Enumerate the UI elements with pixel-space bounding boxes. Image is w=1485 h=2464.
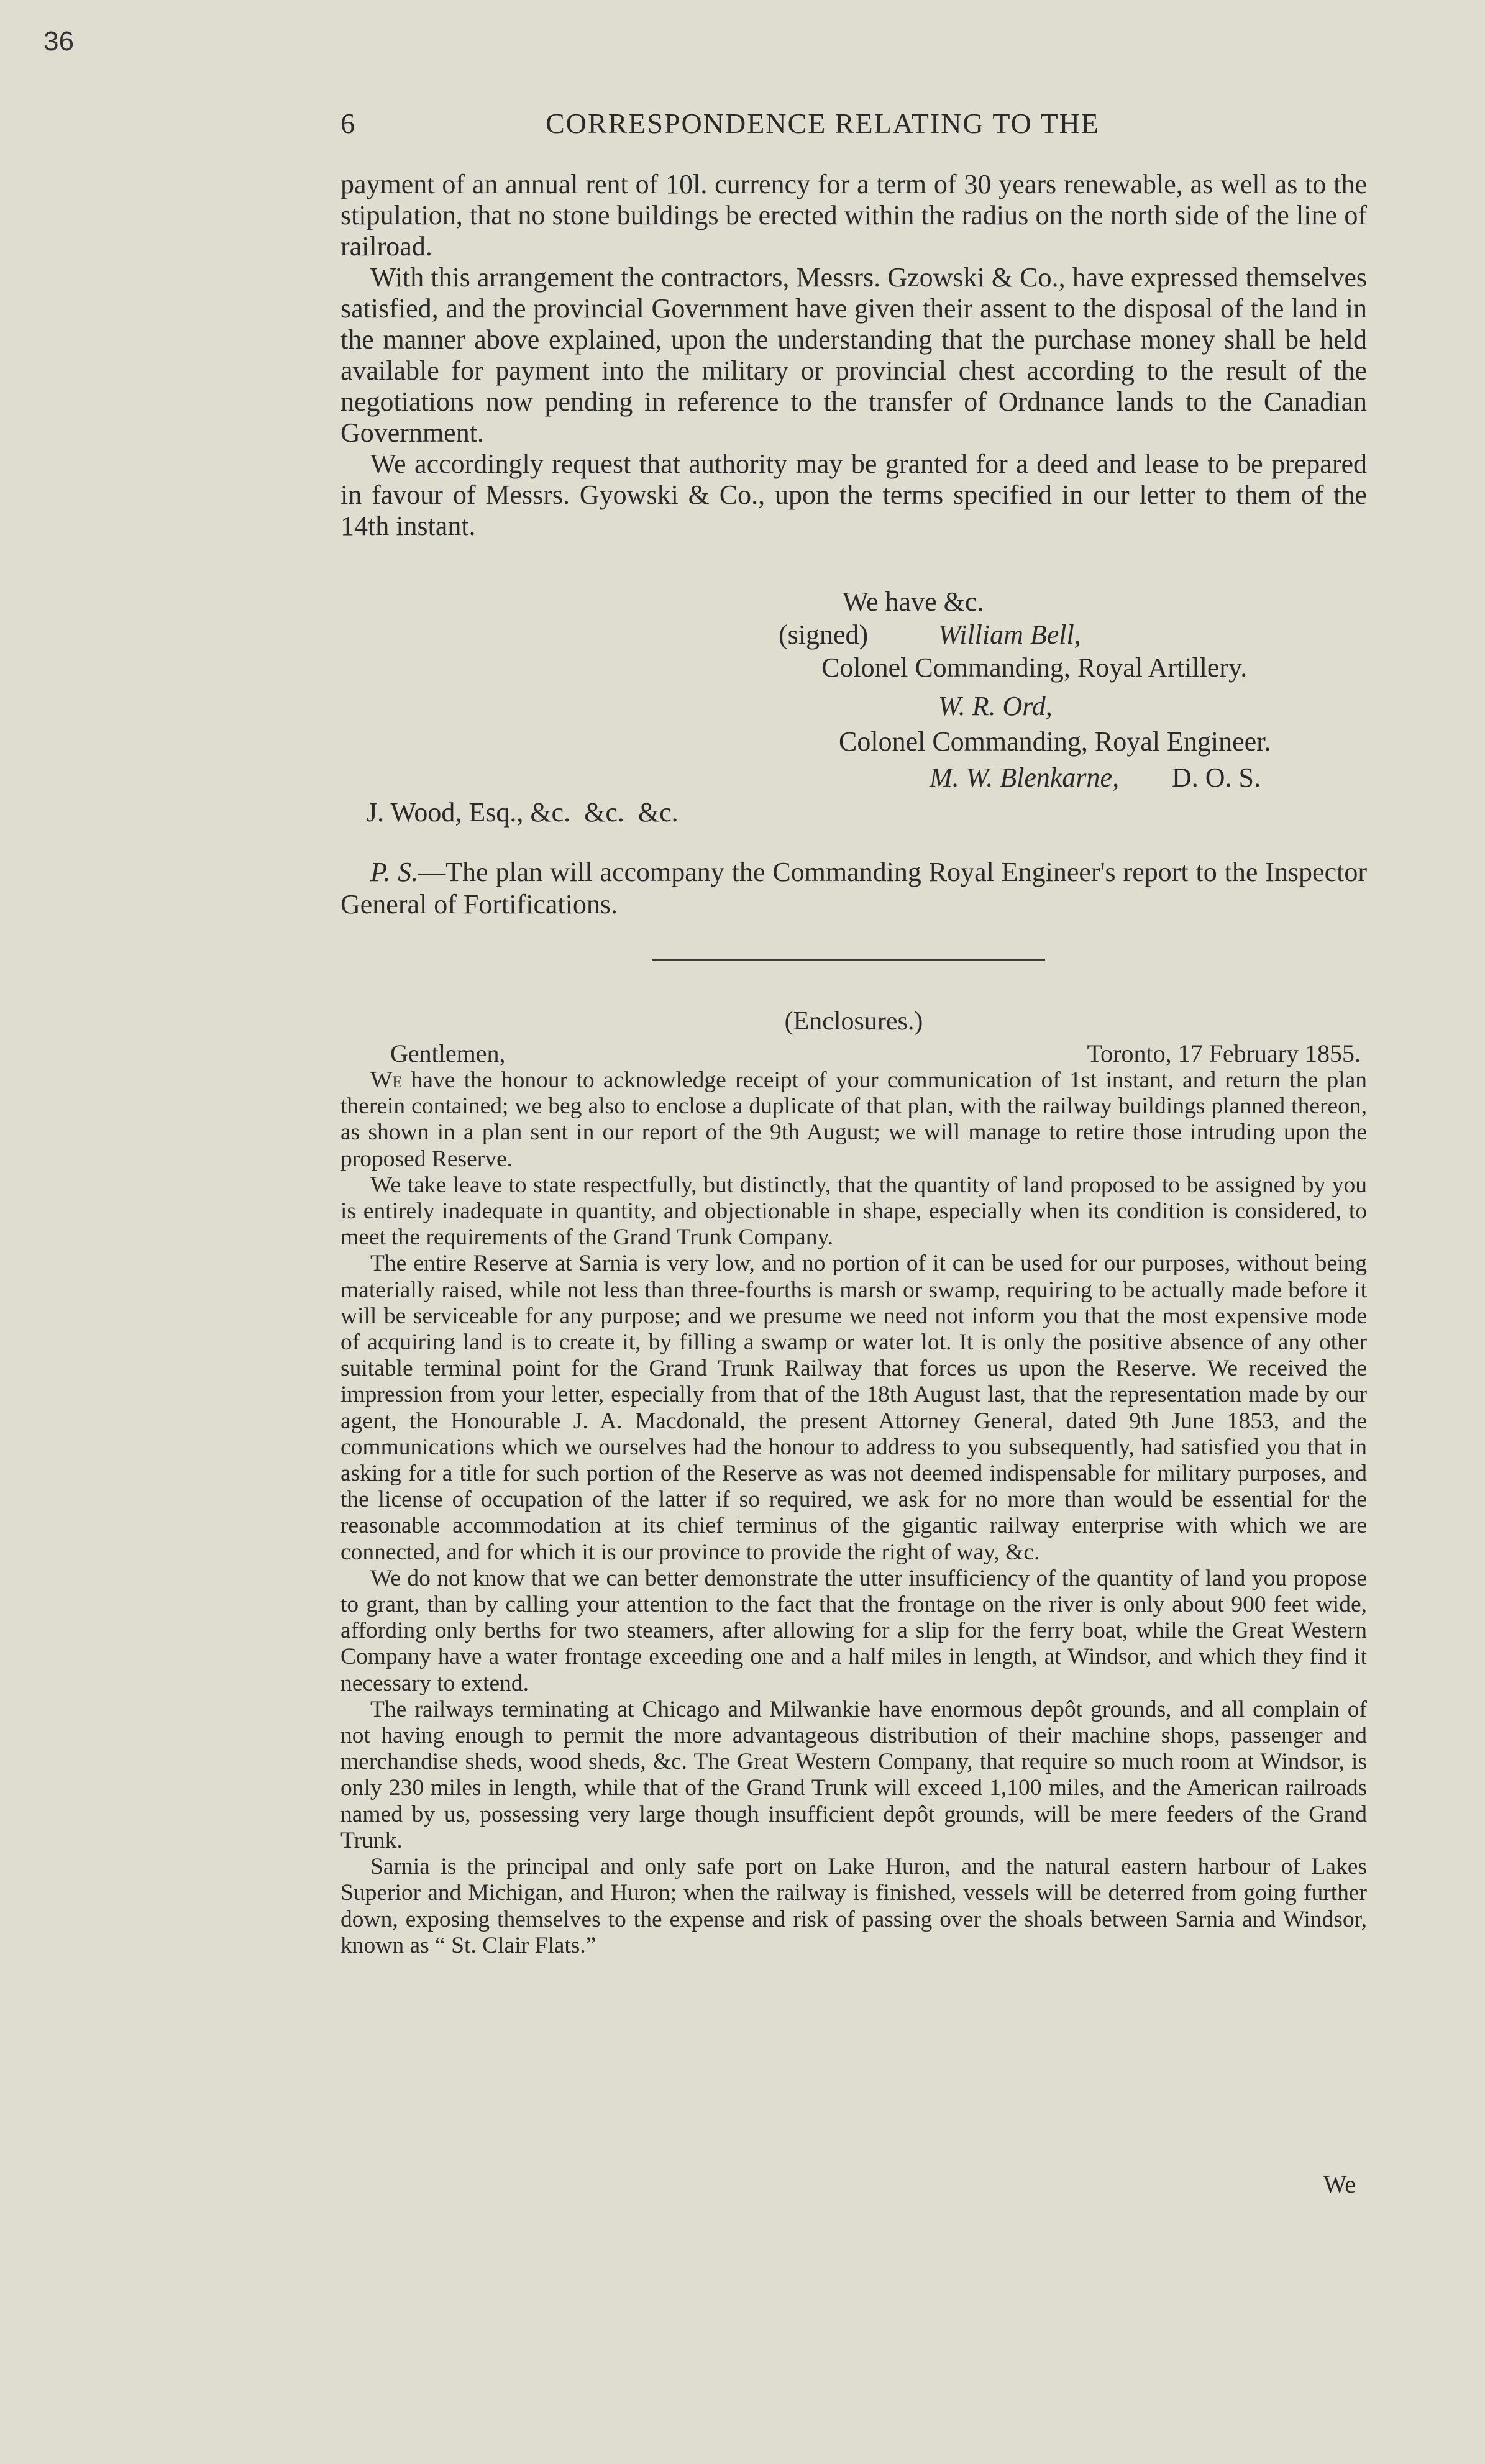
signatory-title-1: Colonel Commanding, Royal Artillery. (821, 652, 1248, 683)
signatory-name-3: M. W. Blenkarne, (930, 762, 1120, 793)
enclosure-paragraph-1 (340, 1067, 1367, 1172)
signatory-name-1: William Bell, (938, 619, 1081, 650)
addressee: J. Wood, Esq., &c. &c. &c. (367, 797, 679, 828)
enclosure-paragraph-5-text: The railways terminating at Chicago and Milwankie have enormous depôt grounds, and all complain of not having enough to permit the more advantageous distribution of their machine shops, passenger and merchandise sheds, wood sheds, &c. The Great Western Company, that require so much room at Windsor, is only 230 miles in length, while that of the Grand Trunk will exceed 1,100 miles, and the American railroads named by us, possessing very large though insufficient depôt grounds, will be mere feeders of the Grand Trunk. (340, 1696, 1367, 1853)
folio-number: 36 (43, 26, 74, 57)
page-number: 6 (340, 107, 355, 139)
enclosure-paragraph-3-text: The entire Reserve at Sarnia is very low, and no portion of it can be used for our purposes, without being materially raised, while not less than three-fourths is marsh or swamp, requiring to be actually made before it will be serviceable for any purpose; and we presume we need not inform you that the most expensive mode of acquiring land is to create it, by filling a swamp or water lot. It is only the positive absence of any other suitable terminal point for the Grand Trunk Railway that forces us upon the Reserve. We received the impression from your letter, especially from that of the 18th August last, that the representation made by our agent, the Honourable J. A. Macdonald, the present Attorney General, dated 9th June 1853, and the communications which we ourselves had the honour to address to you subsequently, had satisfied you that in asking for a title for such portion of the Reserve as was not deemed indispensable for military purposes, and the license of occupation of the latter if so required, we ask for no more than would be essential for the reasonable accommodation at its chief terminus of the gigantic railway enterprise with which we are connected, and for which it is our province to provide the right of way, &c. (340, 1251, 1367, 1565)
body-paragraph-1: payment of an annual rent of 10l. currency for a term of 30 years renewable, as well as to the stipulation, that no stone buildings be erected within the radius on the north side of the line of railroad. (340, 169, 1367, 262)
body-paragraph-3 (340, 449, 1367, 542)
signed-label: (signed) (779, 619, 869, 650)
enclosure-paragraph-2 (340, 1172, 1367, 1251)
postscript-label: P. S. (370, 857, 419, 887)
enclosure-paragraph-6-text: Sarnia is the principal and only safe port on Lake Huron, and the natural eastern harbour of Lakes Superior and Michigan, and Huron; when the railway is finished, vessels will be deterred from going further down, exposing themselves to the expense and risk of passing over the shoals between Sarnia and Windsor, known as “ St. Clair Flats.” (340, 1854, 1367, 1958)
enclosure-paragraph-2-text: We take leave to state respectfully, but distinctly, that the quantity of land proposed to be assigned by you is entirely inadequate in quantity, and objectionable in shape, especially when its condition is considered, to meet the requirements of the Grand Trunk Company. (340, 1172, 1367, 1251)
enclosure-paragraph-1-text: have the honour to acknowledge receipt of your communication of 1st instant, and return the plan therein contained; we beg also to enclose a duplicate of that plan, with the railway buildings planned thereon, as shown in a plan sent in our report of the 9th August; we will manage to retire those intruding upon the proposed Reserve. (340, 1067, 1367, 1172)
enclosure-paragraph-4 (340, 1566, 1367, 1697)
enclosure-letter-body (340, 1067, 1367, 1959)
postscript (340, 856, 1367, 921)
signatory-title-3: D. O. S. (1172, 762, 1261, 793)
postscript-text: —The plan will accompany the Commanding Royal Engineer's report to the Inspector General of Fortifications. (340, 857, 1367, 919)
postscript-paragraph (340, 856, 1367, 921)
closing-line: We have &c. (843, 586, 984, 617)
body-paragraph-3-text: We accordingly request that authority may be granted for a deed and lease to be prepared in favour of Messrs. Gyowski & Co., upon the terms specified in our letter to them of the 14th instant. (340, 449, 1367, 541)
running-header (340, 107, 1367, 144)
running-title: CORRESPONDENCE RELATING TO THE (546, 107, 1100, 139)
catchword: We (1323, 2170, 1356, 2198)
enclosure-paragraph-6 (340, 1854, 1367, 1959)
dateline: Toronto, 17 February 1855. (1087, 1039, 1361, 1067)
enclosure-paragraph-3 (340, 1251, 1367, 1565)
enclosure-paragraph-4-text: We do not know that we can better demonstrate the utter insufficiency of the quantity of land you propose to grant, than by calling your attention to the fact that the frontage on the river is only about 900 feet wide, affording only berths for two steamers, after allowing for a slip for the ferry boat, while the Great Western Company have a water frontage exceeding one and a half miles in length, at Windsor, and which they find it necessary to extend. (340, 1565, 1367, 1696)
enclosures-title: (Enclosures.) (784, 1007, 923, 1036)
letter-body (340, 169, 1367, 542)
body-paragraph-2 (340, 262, 1367, 449)
section-divider (652, 959, 1045, 961)
enclosure-paragraph-5 (340, 1697, 1367, 1854)
enclosure-first-word: We (370, 1067, 403, 1093)
salutation: Gentlemen, (390, 1039, 506, 1067)
enclosure-salutation-row (340, 1039, 1367, 1070)
body-paragraph-2-text: With this arrangement the contractors, Messrs. Gzowski & Co., have expressed themselves satisfied, and the provincial Government have given their assent to the disposal of the land in the manner above explained, upon the understanding that the purchase money shall be held available for payment into the military or provincial chest according to the result of the negotiations now pending in reference to the transfer of Ordnance lands to the Canadian Government. (340, 262, 1367, 448)
signatory-name-2: W. R. Ord, (938, 691, 1053, 721)
signatory-title-2: Colonel Commanding, Royal Engineer. (839, 726, 1271, 757)
